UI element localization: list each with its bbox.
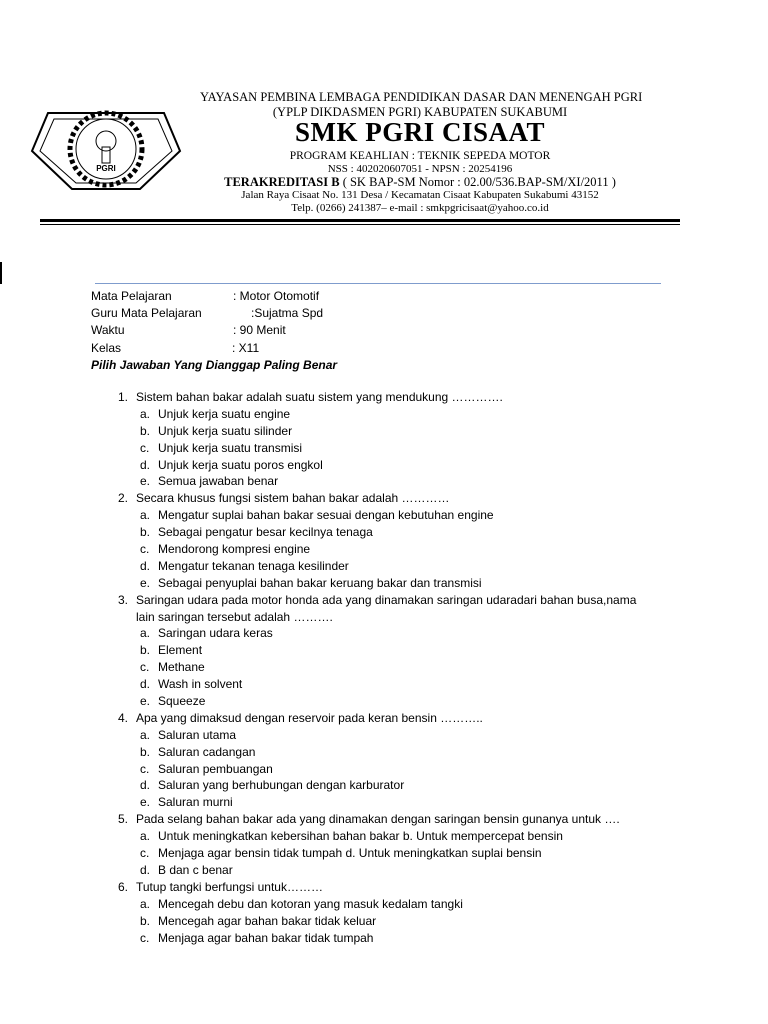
question — [0, 490, 768, 507]
foundation-subname: (YPLP DIKDASMEN PGRI) KABUPATEN SUKABUMI — [272, 105, 568, 119]
option-letter: c. — [140, 846, 150, 861]
option-text: Squeeze — [158, 694, 206, 709]
answer-option — [0, 423, 768, 440]
option-text: Untuk meningkatkan kebersihan bahan bakar b. Untuk mempercepat bensin — [158, 829, 563, 844]
answer-option — [0, 575, 768, 592]
question — [0, 592, 768, 609]
program: PROGRAM KEAHLIAN : TEKNIK SEPEDA MOTOR — [289, 150, 551, 162]
answer-option — [0, 473, 768, 490]
option-letter: b. — [140, 525, 151, 540]
answer-option — [0, 406, 768, 423]
question-text: lain saringan tersebut adalah ………. — [136, 609, 333, 624]
header-rule — [40, 219, 680, 222]
question-list — [0, 389, 768, 946]
answer-option — [0, 862, 768, 879]
text-cursor — [0, 262, 2, 284]
question — [0, 811, 768, 828]
answer-option — [0, 777, 768, 794]
option-text: Sebagai penyuplai bahan bakar keruang bakar dan transmisi — [158, 575, 482, 590]
question-number: 1. — [118, 390, 129, 404]
option-letter: c. — [140, 930, 150, 945]
option-letter: d. — [140, 457, 151, 472]
question-number: 2. — [118, 491, 129, 506]
option-letter: e. — [140, 795, 151, 810]
option-letter: c. — [140, 440, 150, 455]
option-text: Element — [158, 643, 203, 658]
option-text: Menjaga agar bahan bakar tidak tumpah — [158, 930, 374, 945]
answer-option — [0, 828, 768, 845]
option-text: Semua jawaban benar — [158, 474, 279, 489]
option-text: Mendorong kompresi engine — [158, 542, 311, 557]
answer-option — [0, 744, 768, 761]
option-text: Mencegah agar bahan bakar tidak keluar — [158, 913, 377, 928]
option-text: Saluran cadangan — [158, 744, 256, 759]
option-text: Unjuk kerja suatu engine — [158, 406, 291, 421]
question-number: 4. — [118, 710, 129, 725]
exam-info — [91, 288, 337, 374]
school-logo — [28, 103, 184, 193]
option-letter: a. — [140, 406, 151, 421]
accreditation — [200, 175, 640, 190]
info-value: : 90 Menit — [233, 323, 286, 338]
option-letter: d. — [140, 778, 151, 793]
option-text: Unjuk kerja suatu silinder — [158, 423, 293, 438]
option-letter: d. — [140, 862, 151, 877]
option-text: Menjaga agar bensin tidak tumpah d. Untuk meningkatkan suplai bensin — [158, 846, 542, 861]
question — [0, 609, 768, 626]
answer-option — [0, 794, 768, 811]
foundation-name: YAYASAN PEMBINA LEMBAGA PENDIDIKAN DASAR DAN MENENGAH PGRI — [200, 90, 643, 104]
answer-option — [0, 507, 768, 524]
option-text: Methane — [158, 660, 205, 675]
option-text: Wash in solvent — [158, 677, 243, 692]
answer-option — [0, 761, 768, 778]
option-letter: b. — [140, 423, 151, 438]
question-text: Tutup tangki berfungsi untuk……… — [136, 879, 323, 894]
answer-option — [0, 727, 768, 744]
option-text: Saluran murni — [158, 795, 233, 810]
contact: Telp. (0266) 241387– e-mail : smkpgricisaat@yahoo.co.id — [291, 202, 549, 214]
option-text: Saringan udara keras — [158, 626, 273, 641]
option-letter: b. — [140, 643, 151, 658]
answer-option — [0, 659, 768, 676]
option-letter: a. — [140, 508, 151, 523]
address: Jalan Raya Cisaat No. 131 Desa / Kecamatan Cisaat Kabupaten Sukabumi 43152 — [241, 189, 599, 201]
option-letter: b. — [140, 744, 151, 759]
answer-option — [0, 541, 768, 558]
question-text: Sistem bahan bakar adalah suatu sistem yang mendukung …………. — [136, 390, 503, 404]
question-number: 3. — [118, 592, 129, 607]
answer-option — [0, 558, 768, 575]
question-text: Apa yang dimaksud dengan reservoir pada keran bensin ……….. — [136, 710, 483, 725]
option-letter: a. — [140, 626, 151, 641]
answer-option — [0, 845, 768, 862]
question-text: Saringan udara pada motor honda ada yang dinamakan saringan udaradari bahan busa,nama — [136, 592, 637, 607]
option-letter: e. — [140, 575, 151, 590]
option-text: Sebagai pengatur besar kecilnya tenaga — [158, 525, 373, 540]
question-number: 5. — [118, 812, 129, 827]
option-letter: b. — [140, 913, 151, 928]
option-letter: d. — [140, 558, 151, 573]
school-name: SMK PGRI CISAAT — [294, 117, 546, 147]
option-letter: c. — [140, 542, 150, 557]
divider — [95, 283, 661, 284]
answer-option — [0, 930, 768, 947]
option-text: Unjuk kerja suatu transmisi — [158, 440, 303, 455]
answer-option — [0, 896, 768, 913]
question — [0, 879, 768, 896]
option-text: Unjuk kerja suatu poros engkol — [158, 457, 323, 472]
answer-option — [0, 676, 768, 693]
option-letter: e. — [140, 474, 151, 489]
option-text: Saluran yang berhubungan dengan karburator — [158, 778, 405, 793]
option-text: Mencegah debu dan kotoran yang masuk kedalam tangki — [158, 896, 463, 911]
question-number: 6. — [118, 879, 129, 894]
answer-option — [0, 440, 768, 457]
option-letter: c. — [140, 761, 150, 776]
info-value: :Sujatma Spd — [251, 306, 324, 321]
option-letter: a. — [140, 727, 151, 742]
instruction: Pilih Jawaban Yang Dianggap Paling Benar — [91, 357, 338, 372]
info-label: Waktu — [91, 323, 125, 338]
option-letter: d. — [140, 677, 151, 692]
answer-option — [0, 457, 768, 474]
answer-option — [0, 693, 768, 710]
option-letter: c. — [140, 660, 150, 675]
accreditation-label: TERAKREDITASI B — [224, 175, 340, 189]
option-letter: a. — [140, 829, 151, 844]
question-text: Pada selang bahan bakar ada yang dinamakan dengan saringan bensin gunanya untuk …. — [136, 812, 620, 827]
option-letter: a. — [140, 896, 151, 911]
option-text: Mengatur tekanan tenaga kesilinder — [158, 558, 349, 573]
nss-npsn: NSS : 402020607051 - NPSN : 20254196 — [327, 163, 513, 175]
question — [0, 389, 768, 406]
info-label: Mata Pelajaran — [91, 289, 172, 303]
info-value: : Motor Otomotif — [233, 289, 320, 303]
answer-option — [0, 642, 768, 659]
svg-text:PGRI: PGRI — [96, 164, 116, 173]
info-value: : X11 — [232, 340, 260, 355]
option-letter: e. — [140, 694, 151, 709]
answer-option — [0, 913, 768, 930]
accreditation-detail: ( SK BAP-SM Nomor : 02.00/536.BAP-SM/XI/2011 ) — [339, 175, 616, 189]
header-rule-thin — [40, 224, 680, 225]
info-label: Kelas — [91, 340, 122, 355]
info-label: Guru Mata Pelajaran — [91, 306, 202, 321]
answer-option — [0, 524, 768, 541]
option-text: Saluran pembuangan — [158, 761, 273, 776]
option-text: B dan c benar — [158, 862, 233, 877]
answer-option — [0, 625, 768, 642]
question — [0, 710, 768, 727]
question-text: Secara khusus fungsi sistem bahan bakar adalah ………… — [136, 491, 450, 506]
option-text: Mengatur suplai bahan bakar sesuai dengan kebutuhan engine — [158, 508, 494, 523]
option-text: Saluran utama — [158, 727, 237, 742]
